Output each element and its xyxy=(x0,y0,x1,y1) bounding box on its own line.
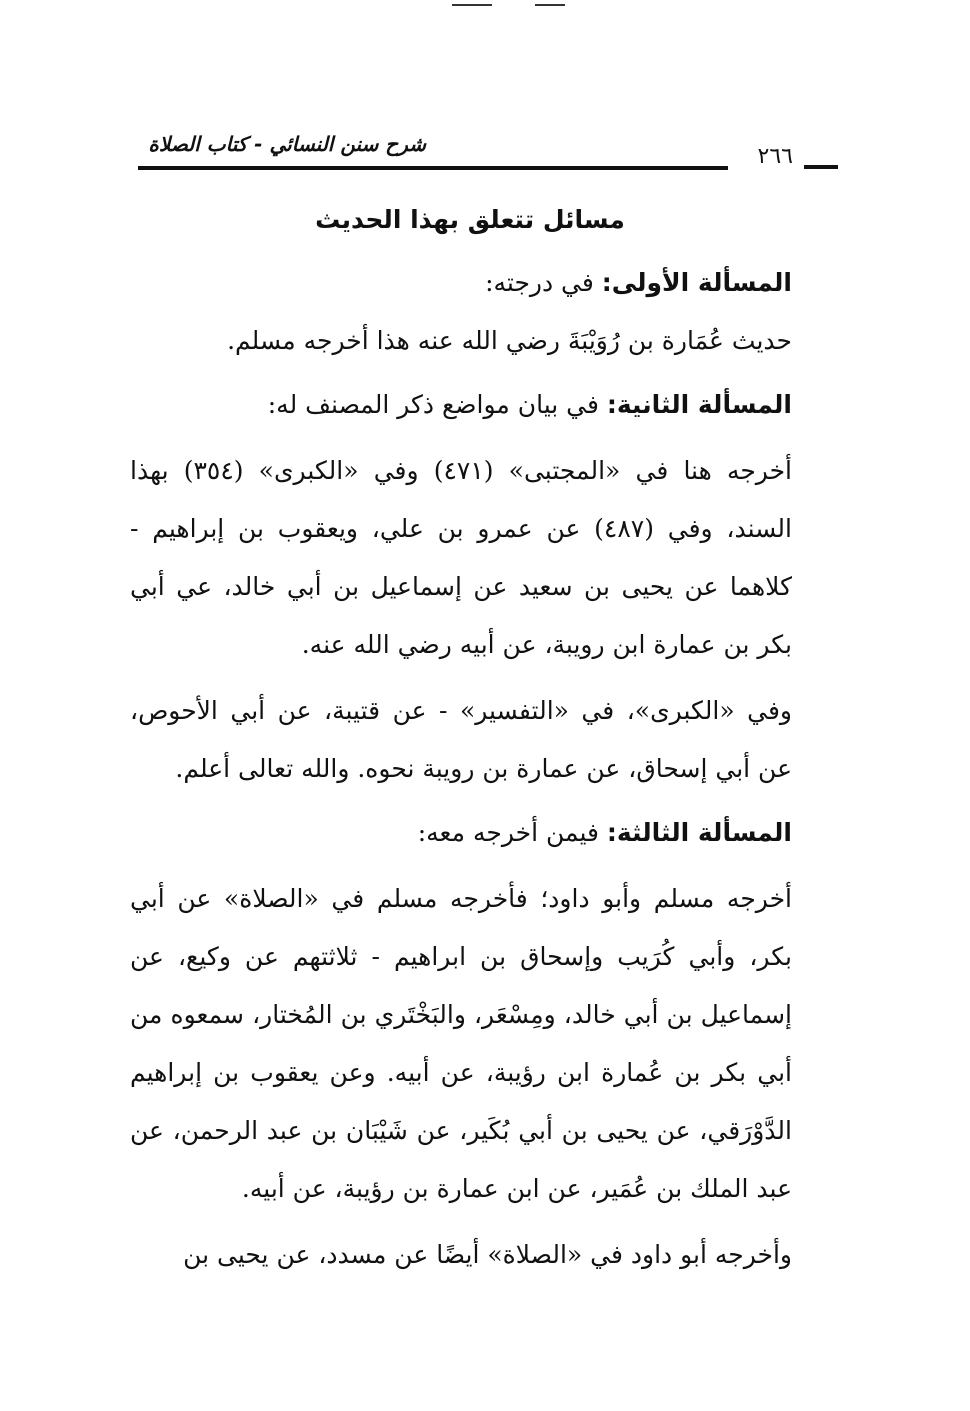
top-scan-marks xyxy=(450,2,600,8)
issue-1-text: حديث عُمَارة بن رُوَيْبَةَ رضي الله عنه هذا أخرجه مسلم. xyxy=(227,326,792,355)
running-title: شرح سنن النسائي - كتاب الصلاة xyxy=(148,132,426,156)
issue-2-paragraph-1: أخرجه هنا في «المجتبى» (٤٧١) وفي «الكبرى» (٣٥٤) بهذا السند، وفي (٤٨٧) عن عمرو بن علي، ويعقوب بن إبراهيم - كلاهما عن يحيى بن سعيد عن إسماعيل بن أبي خالد، عي أبي بكر بن عمارة ابن رويبة، عن أبيه رضي الله عنه. xyxy=(130,456,792,659)
page-body xyxy=(130,205,840,1290)
page-number-dash xyxy=(804,165,838,169)
page-header xyxy=(138,130,838,180)
issue-2-topic: في بيان مواضع ذكر المصنف له: xyxy=(267,390,599,419)
issue-1-topic: في درجته: xyxy=(485,268,594,297)
issue-3-heading: المسألة الثالثة: xyxy=(606,818,792,847)
header-rule xyxy=(138,166,728,170)
issue-1-heading-line xyxy=(130,254,840,312)
issue-3-paragraph-2: وأخرجه أبو داود في «الصلاة» أيضًا عن مسدد، عن يحيى بن xyxy=(183,1240,792,1269)
issue-3-heading-line xyxy=(130,804,840,862)
issue-2-paragraph-2: وفي «الكبرى»، في «التفسير» - عن قتيبة، عن أبي الأحوص، عن أبي إسحاق، عن عمارة بن رويبة نحوه. والله تعالى أعلم. xyxy=(130,696,792,783)
page-number: ٢٦٦ xyxy=(757,144,793,169)
issue-2-heading: المسألة الثانية: xyxy=(606,390,792,419)
issue-3-paragraph-1: أخرجه مسلم وأبو داود؛ فأخرجه مسلم في «الصلاة» عن أبي بكر، وأبي كُرَيب وإسحاق بن ابراهيم - ثلاثتهم عن وكيع، عن إسماعيل بن أبي خالد، ومِسْعَر، والبَخْتَري بن المُختار، سمعوه من أبي بكر بن عُمارة ابن رؤيبة، عن أبيه. وعن يعقوب بن إبراهيم الدَّوْرَقي، عن يحيى بن أبي بُكَير، عن شَيْبَان بن عبد الرحمن، عن عبد الملك بن عُمَير، عن ابن عمارة بن رؤيبة، عن أبيه. xyxy=(130,884,792,1203)
section-title: مسائل تتعلق بهذا الحديث xyxy=(315,205,625,234)
issue-2-heading-line xyxy=(130,376,840,434)
issue-3-topic: فيمن أخرجه معه: xyxy=(417,818,599,847)
issue-1-heading: المسألة الأولى: xyxy=(601,268,792,297)
